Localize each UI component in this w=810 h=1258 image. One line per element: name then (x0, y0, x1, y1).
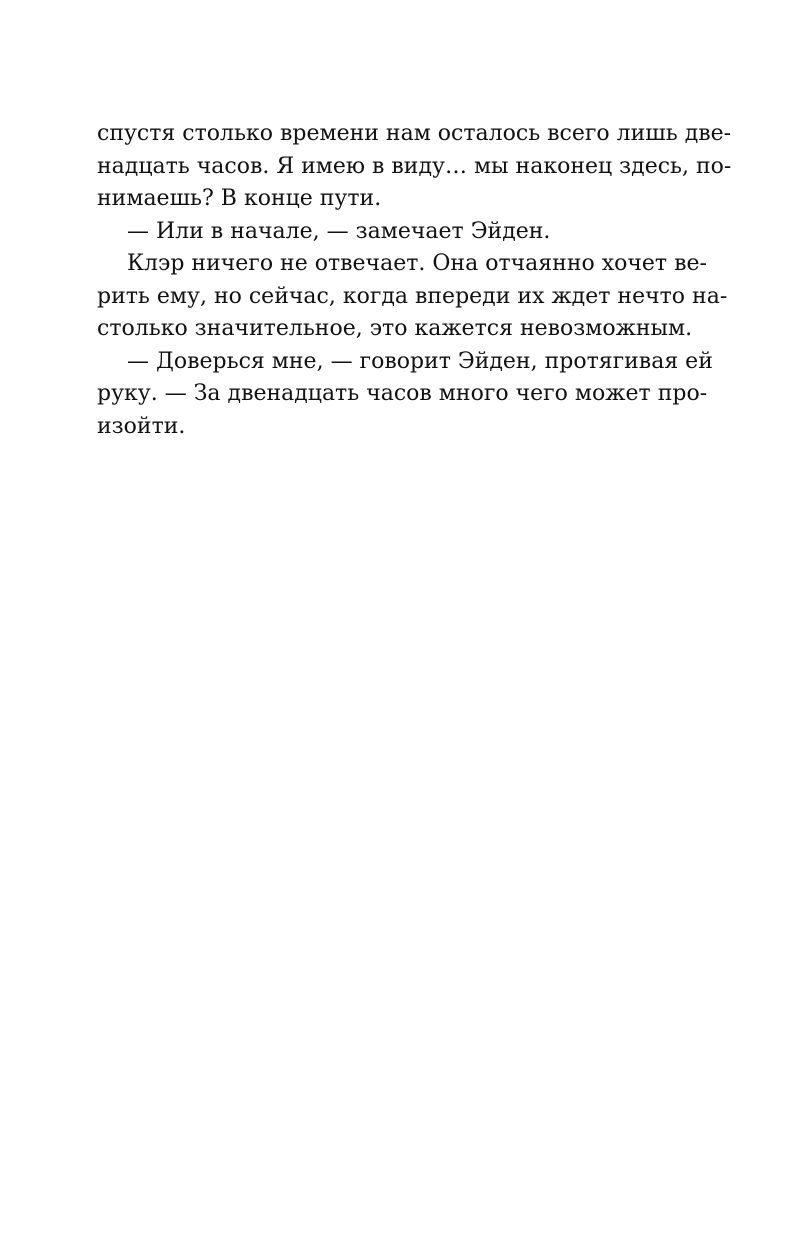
text-line: — Доверься мне, — говорит Эйден, протягивая ей (127, 348, 713, 374)
text-line: — Или в начале, — замечает Эйден. (127, 218, 551, 244)
text-line: спустя столько времени нам осталось всего лишь две- (97, 121, 732, 146)
body-text (97, 118, 732, 443)
text-line: рить ему, но сейчас, когда впереди их ждет нечто на- (97, 283, 728, 309)
text-line: Клэр ничего не отвечает. Она отчаянно хочет ве- (127, 251, 707, 276)
text-line: столько значительное, это кажется невозможным. (97, 316, 693, 341)
text-line: нимаешь? В конце пути. (97, 186, 382, 211)
text-line: изойти. (97, 413, 186, 439)
text-line: руку. — За двенадцать часов много чего может про- (97, 381, 708, 406)
text-line: надцать часов. Я имею в виду… мы наконец здесь, по- (97, 153, 732, 179)
